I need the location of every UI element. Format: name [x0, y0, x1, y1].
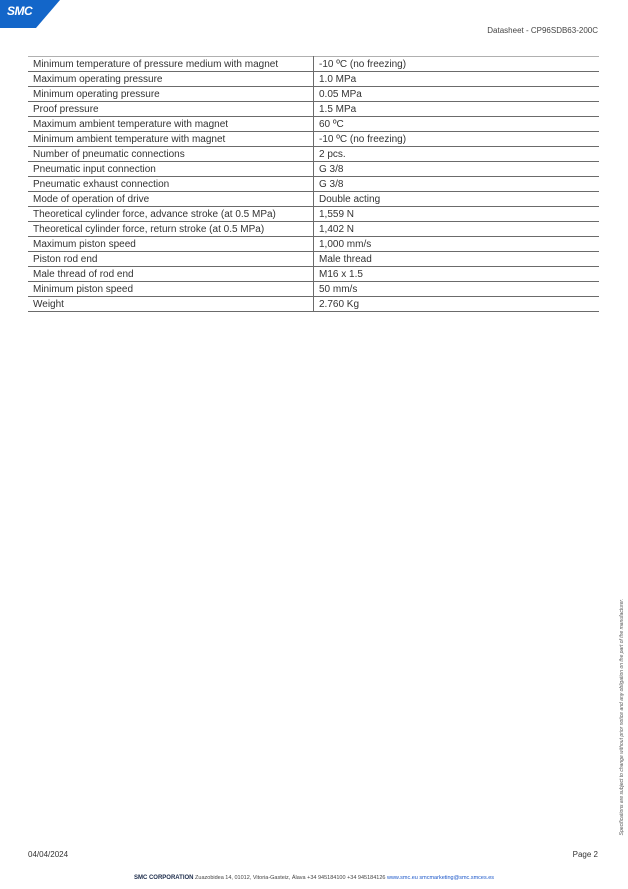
spec-row [28, 102, 599, 117]
footer-date: 04/04/2024 [28, 850, 69, 859]
spec-label: Mode of operation of drive [28, 192, 314, 207]
spec-label: Male thread of rod end [28, 267, 314, 282]
disclaimer-note: Specifications are subject to change without prior notice and any obligation on the part of the manufacturer. [619, 598, 625, 836]
spec-row [28, 222, 599, 237]
spec-value: Male thread [314, 252, 600, 267]
spec-label: Maximum ambient temperature with magnet [28, 117, 314, 132]
spec-value: 1.0 MPa [314, 72, 600, 87]
spec-label: Minimum temperature of pressure medium with magnet [28, 57, 314, 72]
footer-website-link[interactable]: www.smc.eu [386, 875, 418, 881]
spec-label: Proof pressure [28, 102, 314, 117]
spec-label: Theoretical cylinder force, advance stroke (at 0.5 MPa) [28, 207, 314, 222]
spec-value: 0.05 MPa [314, 87, 600, 102]
spec-value: 50 mm/s [314, 282, 600, 297]
spec-label: Minimum operating pressure [28, 87, 314, 102]
footer-contact-line [0, 875, 628, 881]
spec-label: Theoretical cylinder force, return stroke (at 0.5 MPa) [28, 222, 314, 237]
spec-row [28, 117, 599, 132]
footer-phone: +34 945184100 [307, 875, 346, 881]
spec-label: Number of pneumatic connections [28, 147, 314, 162]
spec-label: Minimum ambient temperature with magnet [28, 132, 314, 147]
spec-value: 2.760 Kg [314, 297, 600, 312]
footer-email-link[interactable]: smcmarketing@smc.smces.es [419, 875, 495, 881]
spec-value: G 3/8 [314, 162, 600, 177]
spec-value: 60 ºC [314, 117, 600, 132]
spec-value: G 3/8 [314, 177, 600, 192]
spec-row [28, 162, 599, 177]
spec-value: 2 pcs. [314, 147, 600, 162]
footer-address: Zuazobidea 14, 01012, Vitoria-Gasteiz, Álava [195, 875, 306, 881]
spec-row [28, 72, 599, 87]
spec-value: -10 ºC (no freezing) [314, 132, 600, 147]
page-number: Page 2 [572, 850, 598, 859]
spec-value: -10 ºC (no freezing) [314, 57, 600, 72]
spec-row [28, 192, 599, 207]
smc-logo [0, 0, 60, 28]
spec-value: 1.5 MPa [314, 102, 600, 117]
spec-label: Weight [28, 297, 314, 312]
spec-row [28, 57, 599, 72]
spec-row [28, 252, 599, 267]
spec-row [28, 237, 599, 252]
spec-row [28, 177, 599, 192]
spec-row [28, 207, 599, 222]
spec-label: Maximum piston speed [28, 237, 314, 252]
spec-value: Double acting [314, 192, 600, 207]
spec-value: 1,559 N [314, 207, 600, 222]
footer-corporation: SMC CORPORATION [133, 875, 194, 881]
spec-label: Piston rod end [28, 252, 314, 267]
spec-row [28, 87, 599, 102]
datasheet-title: Datasheet - CP96SDB63-200C [487, 26, 598, 35]
spec-row [28, 282, 599, 297]
spec-label: Pneumatic input connection [28, 162, 314, 177]
spec-row [28, 147, 599, 162]
logo-text: SMC [7, 4, 33, 18]
spec-value: M16 x 1.5 [314, 267, 600, 282]
spec-value: 1,000 mm/s [314, 237, 600, 252]
footer-fax: +34 945184126 [347, 875, 386, 881]
spec-label: Minimum piston speed [28, 282, 314, 297]
specifications-table [28, 56, 599, 312]
spec-row [28, 132, 599, 147]
spec-label: Pneumatic exhaust connection [28, 177, 314, 192]
spec-value: 1,402 N [314, 222, 600, 237]
spec-row [28, 297, 599, 312]
spec-row [28, 267, 599, 282]
spec-label: Maximum operating pressure [28, 72, 314, 87]
